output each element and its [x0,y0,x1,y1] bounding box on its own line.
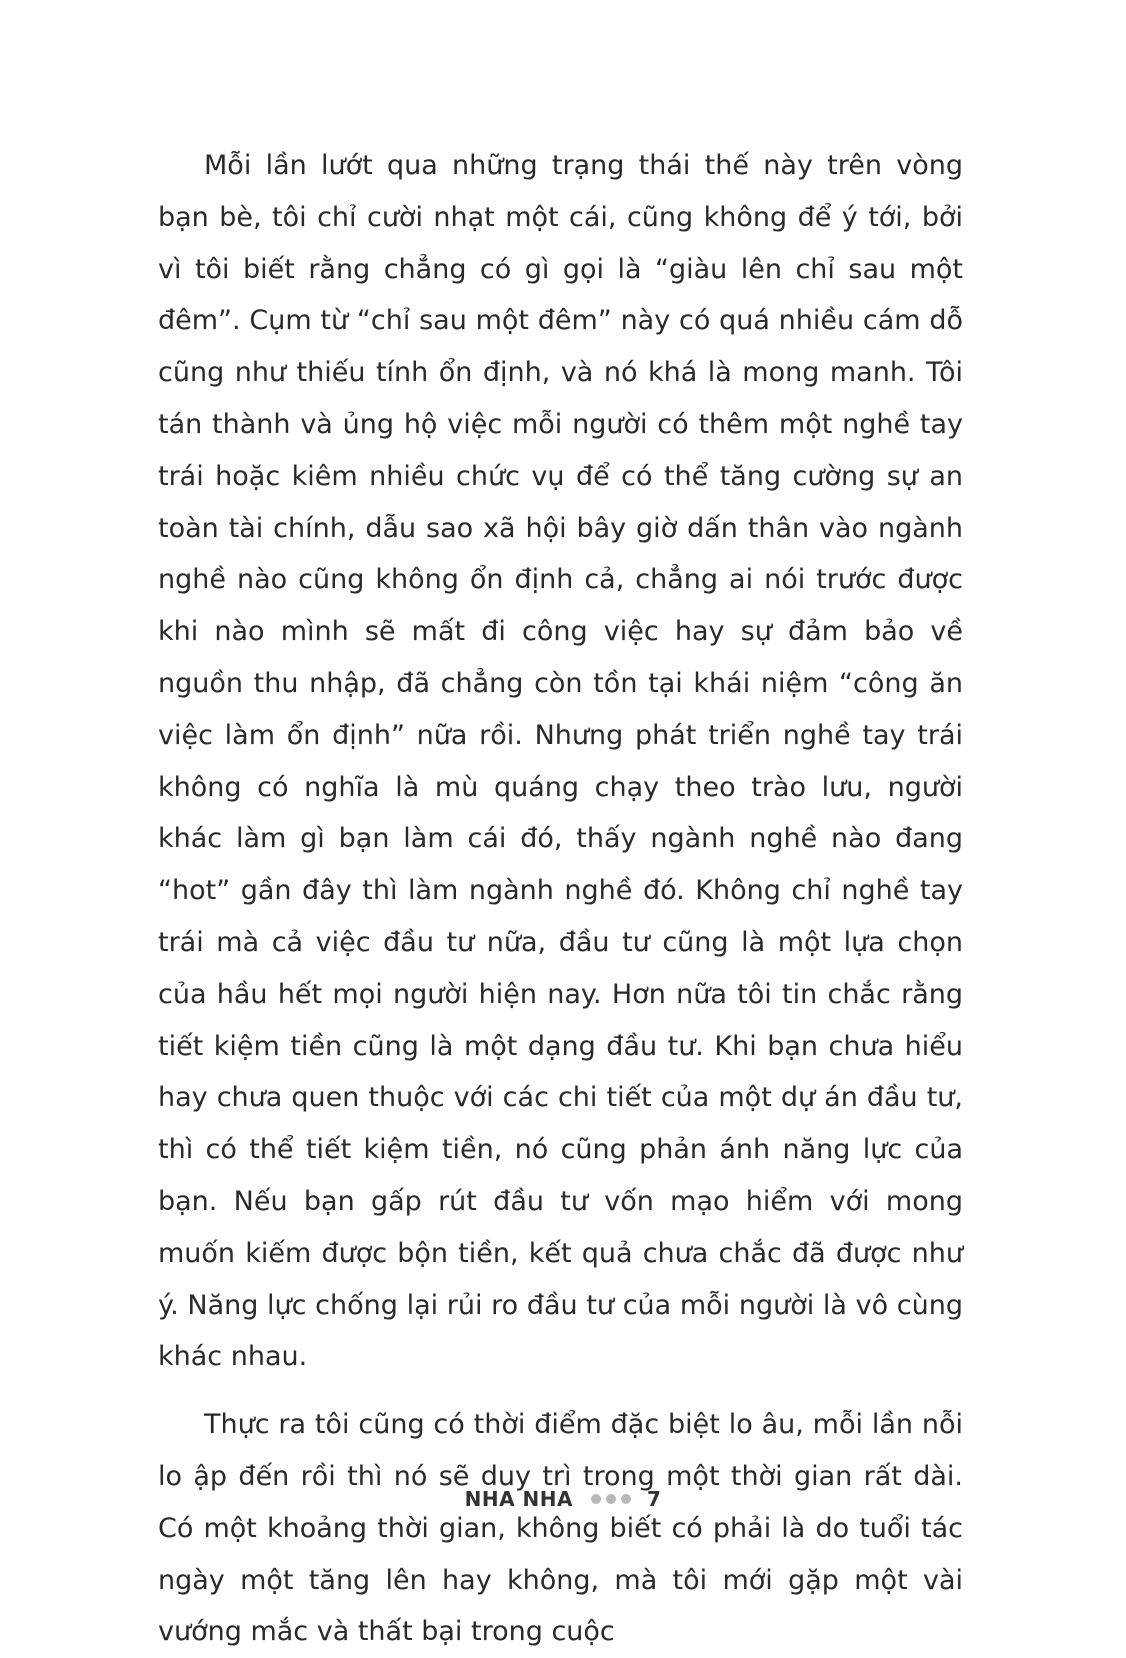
footer-author: NHA NHA [464,1487,573,1511]
dots-separator-icon [591,1494,631,1504]
dot-icon [591,1494,601,1504]
page-number: 7 [646,1487,662,1511]
dot-icon [621,1494,631,1504]
dot-icon [606,1494,616,1504]
page-footer [0,1487,1126,1511]
body-text [158,140,963,1658]
paragraph-1: Mỗi lần lướt qua những trạng thái thế này trên vòng bạn bè, tôi chỉ cười nhạt một cái, cũng không để ý tới, bởi vì tôi biết rằng chẳng có gì gọi là “giàu lên chỉ sau một đêm”. Cụm từ “chỉ sau một đêm” này có quá nhiều cám dỗ cũng như thiếu tính ổn định, và nó khá là mong manh. Tôi tán thành và ủng hộ việc mỗi người có thêm một nghề tay trái hoặc kiêm nhiều chức vụ để có thể tăng cường sự an toàn tài chính, dẫu sao xã hội bây giờ dấn thân vào ngành nghề nào cũng không ổn định cả, chẳng ai nói trước được khi nào mình sẽ mất đi công việc hay sự đảm bảo về nguồn thu nhập, đã chẳng còn tồn tại khái niệm “công ăn việc làm ổn định” nữa rồi. Nhưng phát triển nghề tay trái không có nghĩa là mù quáng chạy theo trào lưu, người khác làm gì bạn làm cái đó, thấy ngành nghề nào đang “hot” gần đây thì làm ngành nghề đó. Không chỉ nghề tay trái mà cả việc đầu tư nữa, đầu tư cũng là một lựa chọn của hầu hết mọi người hiện nay. Hơn nữa tôi tin chắc rằng tiết kiệm tiền cũng là một dạng đầu tư. Khi bạn chưa hiểu hay chưa quen thuộc với các chi tiết của một dự án đầu tư, thì có thể tiết kiệm tiền, nó cũng phản ánh năng lực của bạn. Nếu bạn gấp rút đầu tư vốn mạo hiểm với mong muốn kiếm được bộn tiền, kết quả chưa chắc đã được như ý. Năng lực chống lại rủi ro đầu tư của mỗi người là vô cùng khác nhau. [158,150,963,1373]
paragraph-2: Thực ra tôi cũng có thời điểm đặc biệt lo âu, mỗi lần nỗi lo ập đến rồi thì nó sẽ duy trì trong một thời gian rất dài. Có một khoảng thời gian, không biết có phải là do tuổi tác ngày một tăng lên hay không, mà tôi mới gặp một vài vướng mắc và thất bại trong cuộc [158,1409,963,1648]
